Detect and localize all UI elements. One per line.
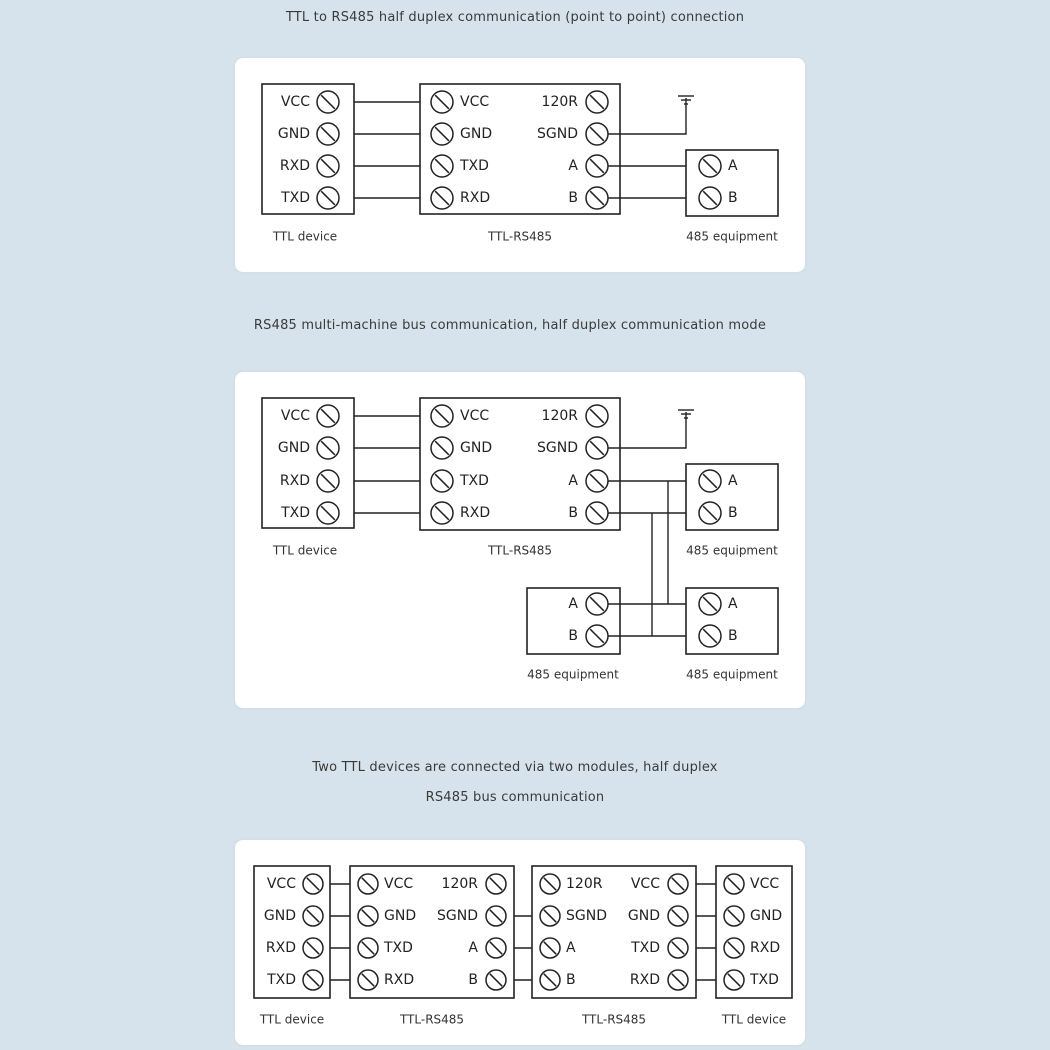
d3-module-left-pin-rxd: RXD (384, 972, 415, 988)
d1-ttl-pin-vcc: VCC (280, 94, 310, 110)
d3-module-right-pin-txd: TXD (631, 940, 660, 956)
d3-ttl-right-pin-vcc: VCC (750, 876, 780, 892)
d1-module-pin-gnd: GND (460, 126, 493, 142)
d3-module-left-pin-r-3: B (468, 972, 478, 988)
d1-eq-pin-b: B (728, 190, 738, 206)
d1-module-pin-r-0: 120R (541, 94, 578, 110)
d3-ttl-right-pin-gnd: GND (750, 908, 783, 924)
d3-module-left-pin-r-0: 120R (441, 876, 478, 892)
d3-module-right-pin-rxd: RXD (629, 972, 660, 988)
d3-ttl-left-pin-gnd: GND (263, 908, 296, 924)
d2-label-485-equipment-3: 485 equipment (686, 667, 778, 682)
d1-module-pin-vcc: VCC (460, 94, 490, 110)
d3-ttl-right-pin-rxd: RXD (750, 940, 781, 956)
caption-diagram-3a: Two TTL devices are connected via two modules, half duplex (312, 760, 718, 775)
caption-diagram-3b: RS485 bus communication (425, 790, 605, 805)
d1-module-pin-r-2: A (568, 158, 578, 174)
d1-ttl-pin-gnd: GND (277, 126, 310, 142)
d1-label-ttl-device: TTL device (272, 229, 338, 244)
d2-ttl-pin-vcc: VCC (280, 408, 310, 424)
d2-eq2-pin-a: A (568, 596, 578, 612)
d1-label-485-equipment: 485 equipment (686, 229, 778, 244)
d2-eq2-pin-b: B (568, 628, 578, 644)
caption-diagram-2: RS485 multi-machine bus communication, half duplex communication mode (253, 318, 767, 333)
d1-module-pin-r-3: B (568, 190, 578, 206)
d3-label-module-left: TTL-RS485 (399, 1012, 465, 1027)
d3-module-left-pin-r-2: A (468, 940, 478, 956)
d3-ttl-left-pin-vcc: VCC (266, 876, 296, 892)
d3-label-ttl-device-right: TTL device (721, 1012, 787, 1027)
d2-module-pin-r-3: B (568, 505, 578, 521)
d3-label-module-right: TTL-RS485 (581, 1012, 647, 1027)
d2-ttl-pin-rxd: RXD (279, 473, 310, 489)
d3-module-left-pin-txd: TXD (384, 940, 413, 956)
d2-module-pin-txd: TXD (460, 473, 489, 489)
caption-diagram-1: TTL to RS485 half duplex communication (point to point) connection (285, 10, 745, 25)
d1-eq-pin-a: A (728, 158, 738, 174)
d3-module-right-pin-l-3: B (566, 972, 576, 988)
d3-ttl-left-pin-rxd: RXD (265, 940, 296, 956)
d2-module-pin-gnd: GND (460, 440, 493, 456)
d2-label-485-equipment-1: 485 equipment (686, 543, 778, 558)
d3-module-right-pin-l-0: 120R (566, 876, 603, 892)
d1-module-pin-r-1: SGND (537, 126, 578, 142)
d2-eq3-pin-b: B (728, 628, 738, 644)
d2-ttl-pin-gnd: GND (277, 440, 310, 456)
d2-eq3-pin-a: A (728, 596, 738, 612)
d3-module-right-pin-l-1: SGND (566, 908, 607, 924)
d3-module-right-pin-gnd: GND (627, 908, 660, 924)
d2-eq1-pin-a: A (728, 473, 738, 489)
d2-module-pin-r-0: 120R (541, 408, 578, 424)
d3-module-right-pin-l-2: A (566, 940, 576, 956)
d2-module-pin-rxd: RXD (460, 505, 491, 521)
d3-ttl-right-pin-txd: TXD (750, 972, 779, 988)
d3-module-left-pin-r-1: SGND (437, 908, 478, 924)
d1-label-module: TTL-RS485 (487, 229, 553, 244)
d3-module-left-pin-gnd: GND (384, 908, 417, 924)
d1-module-pin-rxd: RXD (460, 190, 491, 206)
d3-label-ttl-device-left: TTL device (259, 1012, 325, 1027)
d2-label-ttl-device: TTL device (272, 543, 338, 558)
d1-ttl-pin-txd: TXD (281, 190, 310, 206)
d2-module-pin-r-1: SGND (537, 440, 578, 456)
d3-module-left-pin-vcc: VCC (384, 876, 414, 892)
d1-module-pin-txd: TXD (460, 158, 489, 174)
d3-ttl-left-pin-txd: TXD (267, 972, 296, 988)
d2-ttl-pin-txd: TXD (281, 505, 310, 521)
d2-label-module: TTL-RS485 (487, 543, 553, 558)
d2-module-pin-vcc: VCC (460, 408, 490, 424)
d2-eq1-pin-b: B (728, 505, 738, 521)
d3-module-right-pin-vcc: VCC (630, 876, 660, 892)
d2-label-485-equipment-2: 485 equipment (527, 667, 619, 682)
d1-ttl-pin-rxd: RXD (279, 158, 310, 174)
d2-module-pin-r-2: A (568, 473, 578, 489)
